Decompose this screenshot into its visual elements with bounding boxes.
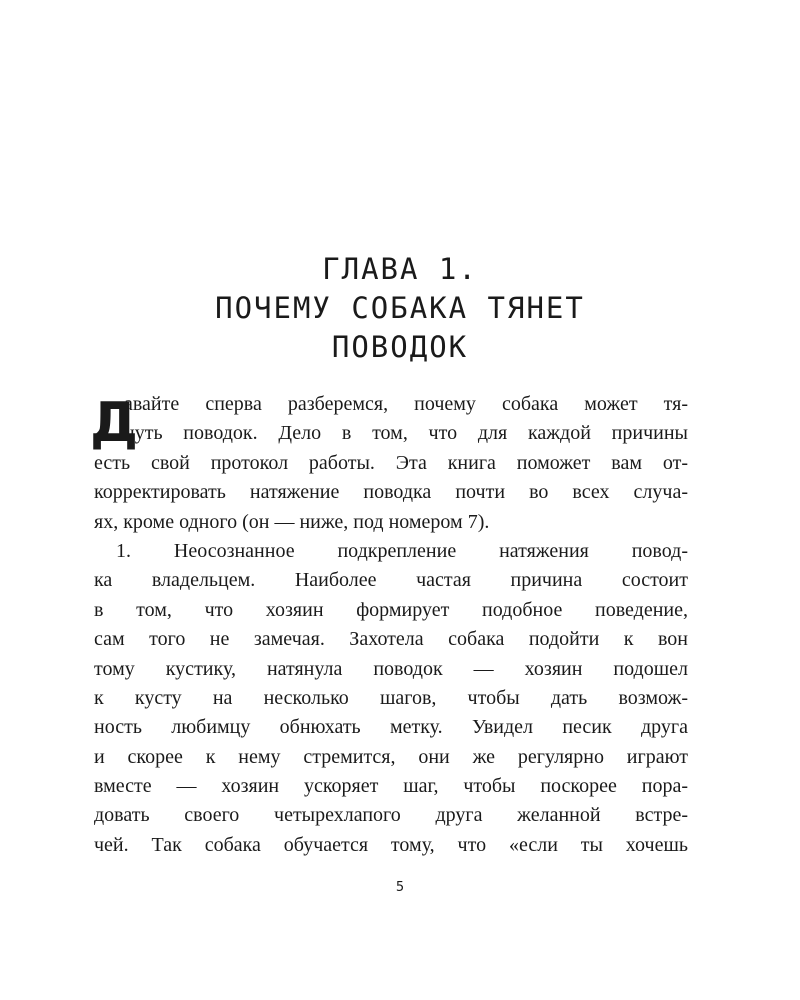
chapter-number: ГЛАВА 1.: [322, 252, 478, 286]
chapter-heading: [0, 250, 800, 367]
text-line: вместе — хозяин ускоряет шаг, чтобы поскорее пора-: [94, 775, 688, 798]
chapter-title-line-2: ПОВОДОК: [331, 330, 469, 364]
text-line: в том, что хозяин формирует подобное поведение,: [94, 598, 688, 621]
text-line: ность любимцу обнюхать метку. Увидел песик друга: [94, 716, 688, 739]
text-line: ка владельцем. Наиболее частая причина состоит: [94, 569, 688, 592]
text-line: сам того не замечая. Захотела собака подойти к вон: [94, 628, 688, 651]
text-line: и скорее к нему стремится, они же регулярно играют: [94, 745, 688, 768]
text-line: корректировать натяжение поводка почти во всех случа-: [94, 481, 688, 504]
text-line: ях, кроме одного (он — ниже, под номером 7).: [94, 510, 490, 533]
body-text: [90, 390, 688, 860]
text-line: авайте сперва разберемся, почему собака может тя-: [124, 393, 688, 415]
text-line: есть свой протокол работы. Эта книга поможет вам от-: [94, 451, 688, 474]
chapter-title-line-1: ПОЧЕМУ СОБАКА ТЯНЕТ: [215, 291, 585, 325]
text-line: 1. Неосознанное подкрепление натяжения повод-: [116, 539, 688, 562]
text-line: чей. Так собака обучается тому, что «если ты хочешь: [94, 833, 688, 856]
text-line: довать своего четырехлапого друга желанной встре-: [94, 804, 688, 827]
drop-cap: Д: [90, 391, 139, 454]
page-number: 5: [395, 880, 405, 895]
text-line: к кусту на несколько шагов, чтобы дать возмож-: [94, 686, 688, 709]
text-line: нуть поводок. Дело в том, что для каждой причины: [124, 422, 688, 445]
text-line: тому кустику, натянула поводок — хозяин подошел: [94, 657, 688, 680]
